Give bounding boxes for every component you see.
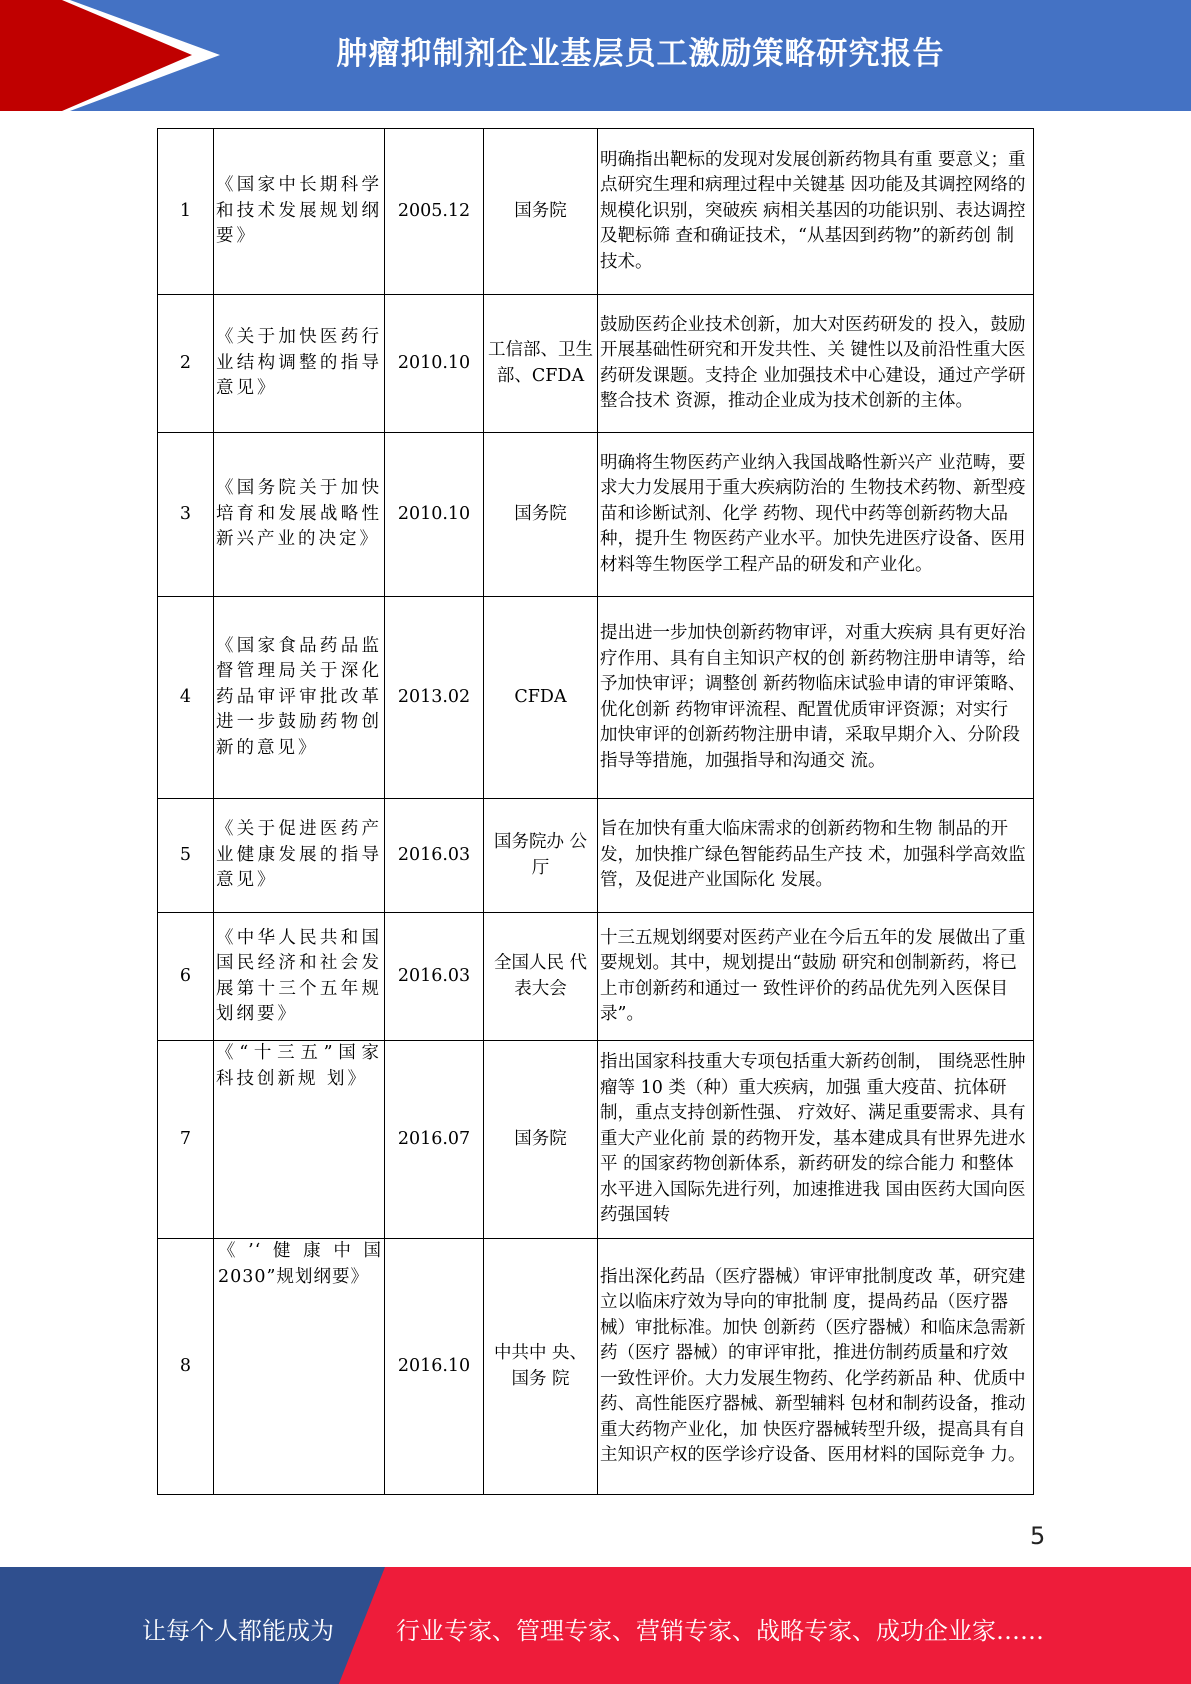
policy-date: 2016.03 — [385, 799, 484, 913]
table-row — [158, 433, 1034, 597]
policy-date: 2016.07 — [385, 1041, 484, 1239]
row-number: 1 — [158, 129, 214, 295]
table-row — [158, 1239, 1034, 1495]
policy-content: 明确将生物医药产业纳入我国战略性新兴产 业范畴，要求大力发展用于重大疾病防治的 生物技术药物、新型疫苗和诊断试剂、化学 药物、现代中药等创新药物大品种，提升生 物医药产业水平。加快先进医疗设备、医用 材料等生物医学工程产品的研发和产业化。 — [598, 433, 1034, 597]
row-number: 4 — [158, 597, 214, 799]
policy-date: 2013.02 — [385, 597, 484, 799]
row-number: 3 — [158, 433, 214, 597]
policy-name: 《关于加快医药行业结构调整的指导意见》 — [214, 295, 385, 433]
table-row — [158, 295, 1034, 433]
row-number: 6 — [158, 913, 214, 1041]
policy-content: 指出深化药品（医疗器械）审评审批制度改 革，研究建立以临床疗效为导向的审批制 度，提咼药品（医疗器械）审批标准。加快 创新药（医疗器械）和临床急需新药（医疗 器械）的审评审批，推进仿制药质量和疗效 一致性评价。大力发展生物药、化学药新品 种、优质中药、高性能医疗器械、新型辅料 包材和制药设备，推动重大药物产业化，加 快医疗器械转型升级，提高具有自主知识产权的医学诊疗设备、医用材料的国际竞争 力。 — [598, 1239, 1034, 1495]
policy-date: 2010.10 — [385, 295, 484, 433]
issuing-org: 工信部、卫生部、CFDA — [484, 295, 598, 433]
policy-content: 指出国家科技重大专项包括重大新药创制， 围绕恶性肿瘤等 10 类（种）重大疾病，加强 重大疫苗、抗体研制，重点支持创新性强、 疗效好、满足重要需求、具有重大产业化前 景的药物开发，基本建成具有世界先进水平 的国家药物创新体系，新药研发的综合能力 和整体水平进入国际先进行列，加速推进我 国由医药大国向医药强国转 — [598, 1041, 1034, 1239]
table-row — [158, 129, 1034, 295]
policy-date: 2010.10 — [385, 433, 484, 597]
policy-content: 提出进一步加快创新药物审评，对重大疾病 具有更好治疗作用、具有自主知识产权的创 新药物注册申请等，给予加快审评；调整创 新药物临床试验申请的审评策略、优化创新 药物审评流程、配置优质审评资源；对实行 加快审评的创新药物注册申请，采取早期介入、分阶段指导等措施，加强指导和沟通交 流。 — [598, 597, 1034, 799]
issuing-org: 国务院 — [484, 1041, 598, 1239]
policy-date: 2016.03 — [385, 913, 484, 1041]
policy-name: 《中华人民共和国国民经济和社会发展第十三个五年规划纲要》 — [214, 913, 385, 1041]
row-number: 2 — [158, 295, 214, 433]
issuing-org: 国务院办 公厅 — [484, 799, 598, 913]
policy-table — [157, 128, 1034, 1495]
header-banner — [0, 0, 1191, 111]
policy-name: 《国家食品药品监督管理局关于深化药品审评审批改革进一步鼓励药物创新的意见》 — [214, 597, 385, 799]
policy-name: 《关于促进医药产业健康发展的指导意见》 — [214, 799, 385, 913]
page-number: 5 — [1030, 1522, 1046, 1550]
policy-content: 十三五规划纲要对医药产业在今后五年的发 展做出了重要规划。其中，规划提出“鼓励 研究和创制新药，将已上市创新药和通过一 致性评价的药品优先列入医保目录”。 — [598, 913, 1034, 1041]
policy-name: 《国务院关于加快培育和发展战略性新兴产业的决定》 — [214, 433, 385, 597]
policy-name: 《国家中长期科学和技术发展规划纲要》 — [214, 129, 385, 295]
footer-slogan-left: 让每个人都能成为 — [142, 1617, 334, 1645]
policy-name: 《“十三五”国家科技创新规 划》 — [214, 1041, 385, 1239]
footer-slogan-right: 行业专家、管理专家、营销专家、战略专家、成功企业家…… — [396, 1617, 1044, 1645]
header-red-band — [0, 0, 62, 111]
policy-date: 2005.12 — [385, 129, 484, 295]
issuing-org: 全国人民 代表大会 — [484, 913, 598, 1041]
footer-banner — [0, 1567, 1191, 1684]
row-number: 7 — [158, 1041, 214, 1239]
issuing-org: 中共中 央、国务 院 — [484, 1239, 598, 1495]
table-row — [158, 913, 1034, 1041]
issuing-org: 国务院 — [484, 433, 598, 597]
header-red-arrow-icon — [62, 0, 192, 111]
table-row — [158, 597, 1034, 799]
row-number: 5 — [158, 799, 214, 913]
policy-name: 《’‘健康中国2030”规划纲要》 — [214, 1239, 385, 1495]
table-row — [158, 1041, 1034, 1239]
table-row — [158, 799, 1034, 913]
page-title: 肿瘤抑制剂企业基层员工激励策略研究报告 — [336, 36, 945, 72]
issuing-org: CFDA — [484, 597, 598, 799]
policy-content: 鼓励医药企业技术创新，加大对医药研发的 投入，鼓励开展基础性研究和开发共性、关 键性以及前沿性重大医药研发课题。支持企 业加强技术中心建设，通过产学研整合技术 资源，推动企业成为技术创新的主体。 — [598, 295, 1034, 433]
policy-date: 2016.10 — [385, 1239, 484, 1495]
policy-content: 明确指出靶标的发现对发展创新药物具有重 要意义；重点研究生理和病理过程中关键基 因功能及其调控网络的规模化识别，突破疾 病相关基因的功能识别、表达调控及靶标筛 查和确证技术，“从基因到药物”的新药创 制技术。 — [598, 129, 1034, 295]
row-number: 8 — [158, 1239, 214, 1495]
issuing-org: 国务院 — [484, 129, 598, 295]
policy-content: 旨在加快有重大临床需求的创新药物和生物 制品的开发，加快推广绿色智能药品生产技 术，加强科学高效监管，及促进产业国际化 发展。 — [598, 799, 1034, 913]
